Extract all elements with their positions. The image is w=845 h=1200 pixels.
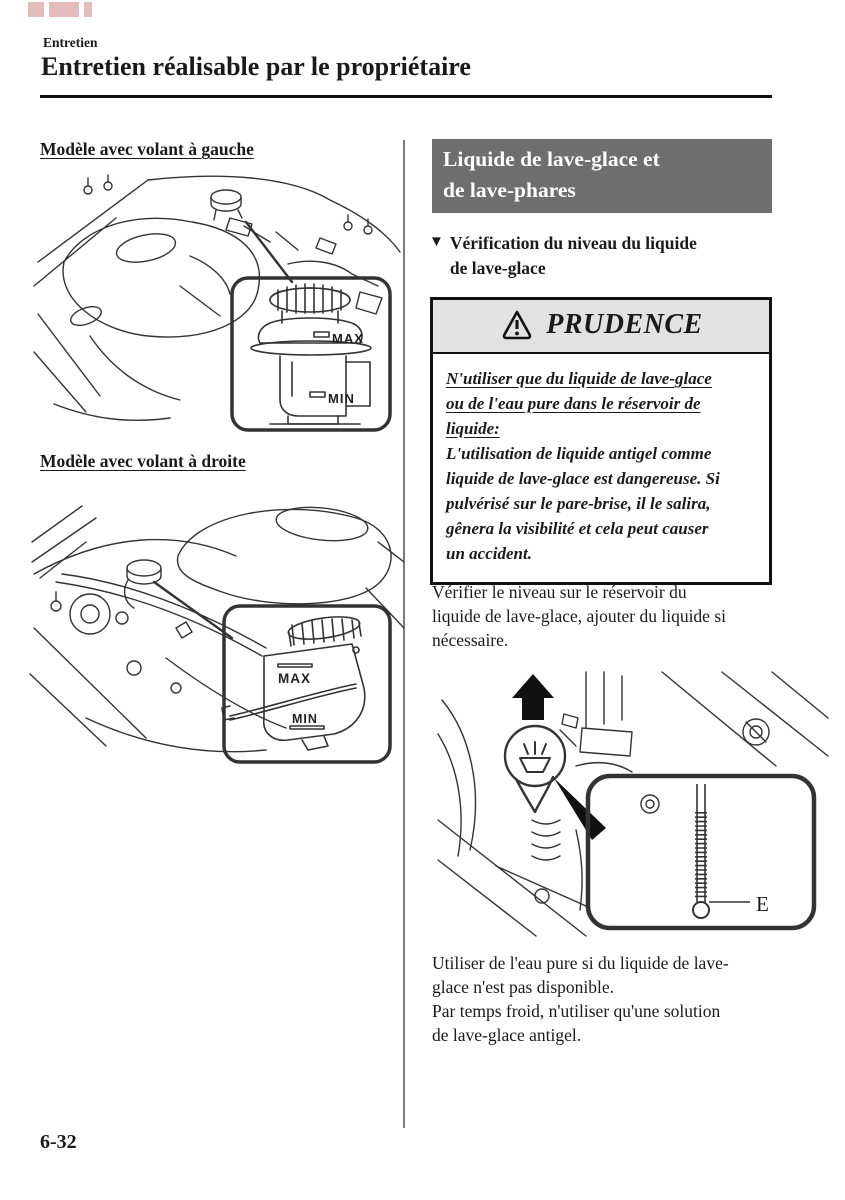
caution-lead-line: N'utiliser que du liquide de lave-glace: [446, 369, 712, 388]
subsection-heading: [429, 231, 777, 281]
section-title-line2: de lave-phares: [443, 177, 576, 202]
para-line: liquide de lave-glace, ajouter du liquide si: [432, 606, 726, 627]
fig1-max-label: MAX: [332, 331, 364, 346]
caution-box: [430, 297, 772, 585]
washer-symbol-icon: [520, 742, 550, 772]
para-line: glace n'est pas disponible.: [432, 977, 614, 998]
subheading-line1: Vérification du niveau du liquide: [449, 233, 697, 253]
paragraph-pure-water: [432, 951, 782, 1048]
up-arrow-icon: [512, 674, 554, 720]
caution-title: PRUDENCE: [546, 309, 703, 340]
subheading-line2: de lave-glace: [449, 257, 546, 278]
para-line: nécessaire.: [432, 630, 509, 651]
paragraph-check-level: [432, 580, 782, 652]
caution-lead-line: ou de l'eau pure dans le réservoir de: [446, 393, 701, 413]
chapter-label: Entretien: [43, 35, 98, 50]
corner-watermark: [28, 2, 92, 17]
caution-body-line: pulvérisé sur le pare-brise, il le salira,: [446, 493, 711, 513]
title-rule: [40, 95, 772, 98]
callout-pointer: [554, 778, 606, 840]
para-line: Vérifier le niveau sur le réservoir du: [432, 582, 687, 602]
fig2-max-label: MAX: [278, 671, 311, 686]
triangle-marker-icon: ▼: [429, 234, 444, 250]
heading-right-hand-drive: Modèle avec volant à droite: [40, 451, 246, 471]
para-line: de lave-glace antigel.: [432, 1025, 582, 1046]
figure-engine-bay-rhd: [26, 478, 404, 770]
caution-header: [433, 300, 769, 354]
fig1-min-label: MIN: [328, 391, 355, 406]
page-title: Entretien réalisable par le propriétaire: [41, 52, 471, 81]
warning-triangle-icon: [499, 309, 535, 341]
fig2-min-label: MIN: [292, 712, 318, 726]
caution-body-line: un accident.: [446, 543, 532, 563]
caution-body-line: gênera la visibilité et cela peut causer: [446, 518, 709, 538]
para-line: Par temps froid, n'utiliser qu'une solution: [432, 1001, 721, 1022]
section-title-box: [432, 139, 772, 213]
para-line: Utiliser de l'eau pure si du liquide de lave-: [432, 953, 729, 973]
caution-body: [433, 354, 769, 582]
caution-body-line: liquide de lave-glace est dangereuse. Si: [446, 468, 720, 488]
caution-lead-line: liquide:: [446, 418, 500, 438]
figure-reservoir-location: [436, 670, 830, 940]
fig3-e-label: E: [756, 892, 769, 916]
heading-left-hand-drive: Modèle avec volant à gauche: [40, 139, 254, 159]
figure-engine-bay-lhd: [30, 166, 404, 442]
section-title-line1: Liquide de lave-glace et: [443, 147, 660, 171]
caution-body-line: L'utilisation de liquide antigel comme: [446, 443, 712, 463]
dipstick: [693, 784, 750, 918]
page-number: 6-32: [40, 1131, 77, 1153]
